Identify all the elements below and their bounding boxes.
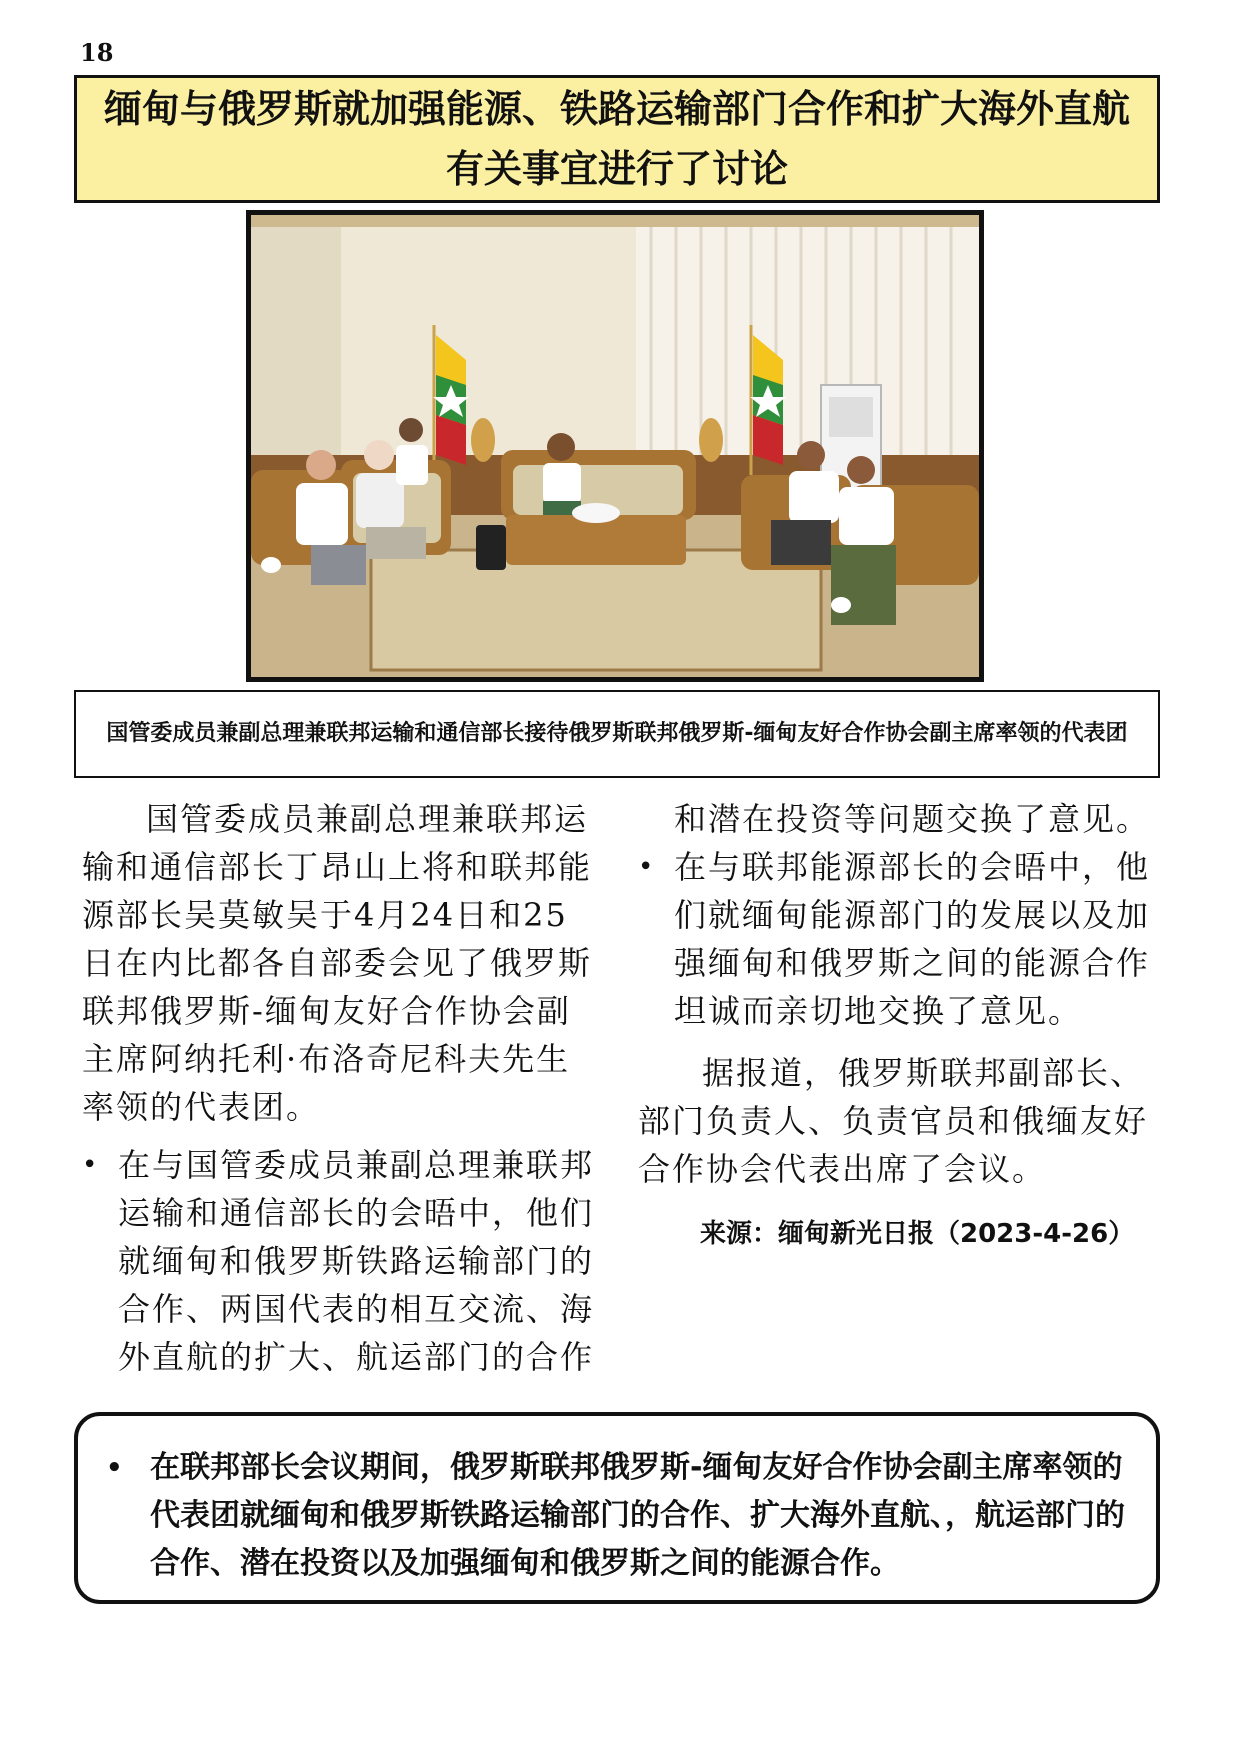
source-citation: 来源：缅甸新光日报（2023-4-26） <box>700 1219 1135 1249</box>
bullet-text-railway: 在与国管委成员兼副总理兼联邦运输和通信部长的会晤中，他们就缅甸和俄罗斯铁路运输部门的合作、两国代表的相互交流、海外直航的扩大、航运部门的合作 <box>118 1146 595 1376</box>
bullet-text-railway-continued: 和潜在投资等问题交换了意见。 <box>674 800 1151 838</box>
summary-text: 在联邦部长会议期间，俄罗斯联邦俄罗斯-缅甸友好合作协会副主席率领的代表团就缅甸和俄罗斯铁路运输部门的合作、扩大海外直航、，航运部门的合作、潜在投资以及加强缅甸和俄罗斯之间的能源合作。 <box>150 1450 1125 1581</box>
article-title-box <box>74 75 1160 203</box>
bullet-item-railway <box>82 1141 600 1381</box>
article-left-column <box>82 795 600 1381</box>
bullet-marker: • <box>82 1150 100 1180</box>
photo-caption-box <box>74 690 1160 778</box>
bullet-item-energy <box>638 843 1158 1035</box>
bullet-text-energy: 在与联邦能源部长的会晤中，他们就缅甸能源部门的发展以及加强缅甸和俄罗斯之间的能源合作坦诚而亲切地交换了意见。 <box>674 848 1151 1030</box>
page-number: 18 <box>80 38 114 67</box>
closing-paragraph: 据报道，俄罗斯联邦副部长、部门负责人、负责官员和俄缅友好合作协会代表出席了会议。 <box>638 1054 1149 1188</box>
bullet-marker: • <box>106 1453 123 1483</box>
meeting-photo-illustration <box>251 215 979 677</box>
photo-caption: 国管委成员兼副总理兼联邦运输和通信部长接待俄罗斯联邦俄罗斯-缅甸友好合作协会副主席率领的代表团 <box>106 721 1128 746</box>
article-right-column <box>638 795 1158 1193</box>
article-title: 缅甸与俄罗斯就加强能源、铁路运输部门合作和扩大海外直航有关事宜进行了讨论 <box>103 87 1130 191</box>
bullet-marker: • <box>638 852 656 882</box>
news-photo <box>246 210 984 682</box>
bullet-item-railway-continued <box>638 795 1158 843</box>
summary-item <box>98 1444 1136 1588</box>
summary-box <box>74 1412 1160 1604</box>
intro-paragraph: 国管委成员兼副总理兼联邦运输和通信部长丁昂山上将和联邦能源部长吴莫敏吴于4月24日和25日在内比都各自部委会见了俄罗斯联邦俄罗斯-缅甸友好合作协会副主席阿纳托利·布洛奇尼科夫先生率领的代表团。 <box>82 800 593 1126</box>
